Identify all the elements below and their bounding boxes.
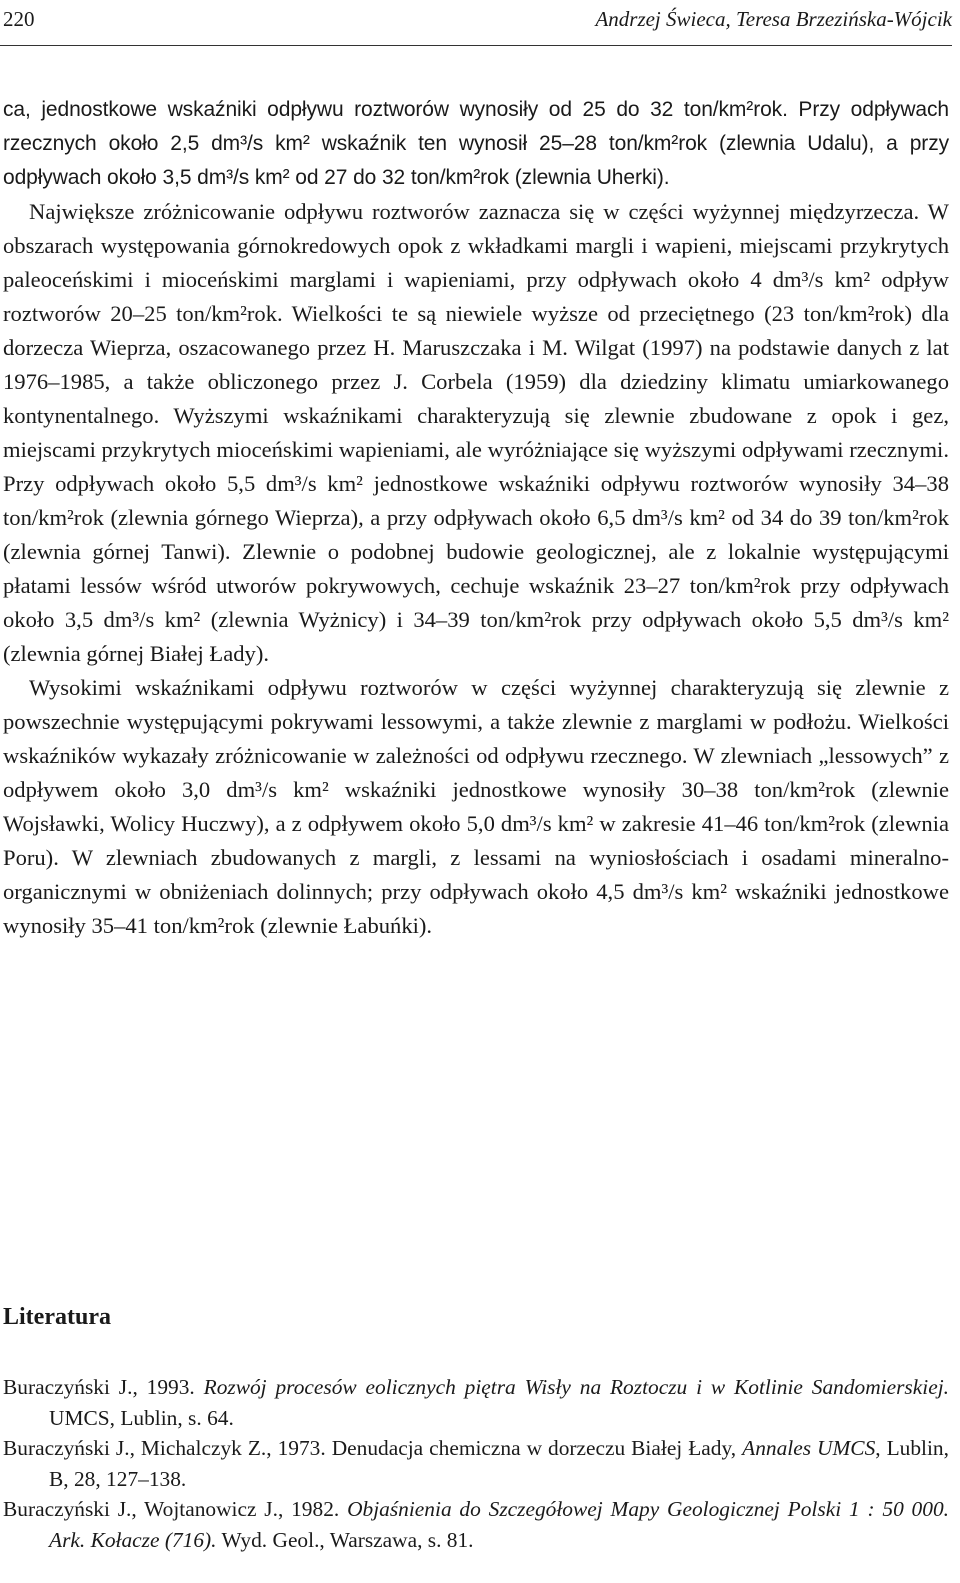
paragraph-1: ca, jednostkowe wskaźniki odpływu roztworów wynosiły od 25 do 32 ton/km²rok. Przy odpływach rzecznych około 2,5 dm³/s km² wskaźnik ten wynosił 25–28 ton/km²rok (zlewnia Udalu), a przy odpływach około 3,5 dm³/s km² od 27 do 32 ton/km²rok (zlewnia Uherki). <box>3 98 949 189</box>
reference-list <box>3 1372 949 1555</box>
reference-publisher: Wyd. Geol., Warszawa, s. 81. <box>221 1527 474 1552</box>
paragraph-3: Wysokimi wskaźnikami odpływu roztworów w części wyżynnej charakteryzują się zlewnie z powszechnie występującymi pokrywami lessowymi, a także zlewnie z marglami w podłożu. Wielkości wskaźników wykazały zróżnicowanie w zależności od odpływu rzecznego. W zlewniach „lessowych” z odpływem około 3,0 dm³/s km² wskaźniki jednostkowe wynosiły 30–38 ton/km²rok (zlewnie Wojsławki, Wolicy Huczwy), a z odpływem około 5,0 dm³/s km² w zakresie 41–46 ton/km²rok (zlewnia Poru). W zlewniach zbudowanych z margli, z lessami na wyniosłościach i osadami mineralno-organicznymi w obniżeniach dolinnych; przy odpływach około 4,5 dm³/s km² wskaźniki jednostkowe wynosiły 35–41 ton/km²rok (zlewnie Łabuńki). <box>3 675 949 938</box>
reference-title: Rozwój procesów eolicznych piętra Wisły na Roztoczu i w Kotlinie Sandomierskiej. <box>203 1375 949 1399</box>
running-head-authors: Andrzej Świeca, Teresa Brzezińska-Wójcik <box>595 7 952 31</box>
reference-authors: Buraczyński J., 1993. <box>3 1375 195 1399</box>
page-header <box>0 0 952 44</box>
reference-item <box>3 1372 949 1433</box>
page-number: 220 <box>3 7 35 31</box>
reference-publisher: UMCS, Lublin, s. 64. <box>49 1405 234 1430</box>
reference-authors: Buraczyński J., Wojtanowicz J., 1982. <box>3 1497 340 1521</box>
section-heading-literatura: Literatura <box>3 1304 111 1330</box>
reference-authors: Buraczyński J., Michalczyk Z., 1973. <box>3 1436 326 1460</box>
reference-item <box>3 1433 949 1494</box>
reference-title: Denudacja chemiczna w dorzeczu Białej Łady, <box>331 1436 737 1460</box>
header-rule <box>0 45 952 46</box>
body-text <box>3 93 949 943</box>
reference-item <box>3 1494 949 1555</box>
reference-journal: Annales UMCS <box>742 1436 876 1460</box>
reference-title: Objaśnienia do Szczegółowej Mapy Geologicznej Polski 1 : 50 000. Ark. Kołacze (716). <box>49 1497 949 1552</box>
paragraph-2: Największe zróżnicowanie odpływu roztworów zaznacza się w części wyżynnej międzyrzecza. W obszarach występowania górnokredowych opok z wkładkami margli i wapieni, miejscami przykrytych paleoceńskimi i mioceńskimi marglami i wapieniami, przy odpływach około 4 dm³/s km² odpływ roztworów 20–25 ton/km²rok. Wielkości te są niewiele wyższe od przeciętnego (23 ton/km²rok) dla dorzecza Wieprza, oszacowanego przez H. Maruszczaka i M. Wilgat (1997) na podstawie danych z lat 1976–1985, a także obliczonego przez J. Corbela (1959) dla dziedziny klimatu umiarkowanego kontynentalnego. Wyższymi wskaźnikami charakteryzują się zlewnie zbudowane z opok i gez, miejscami przykrytych mioceńskimi wapieniami, ale wyróżniające się wyższymi odpływami rzecznymi. Przy odpływach około 5,5 dm³/s km² jednostkowe wskaźniki odpływu roztworów wynosiły 34–38 ton/km²rok (zlewnia górnego Wieprza), a przy odpływach około 6,5 dm³/s km² od 34 do 39 ton/km²rok (zlewnia górnej Tanwi). Zlewnie o podobnej budowie geologicznej, ale z lokalnie występującymi płatami lessów wśród utworów pokrywowych, cechuje wskaźnik 23–27 ton/km²rok przy odpływach około 3,5 dm³/s km² (zlewnia Wyżnicy) i 34–39 ton/km²rok przy odpływach około 5,5 dm³/s km² (zlewnia górnej Białej Łady). <box>3 199 949 666</box>
reference-publisher: , Lublin, B, 28, 127–138. <box>49 1436 949 1491</box>
